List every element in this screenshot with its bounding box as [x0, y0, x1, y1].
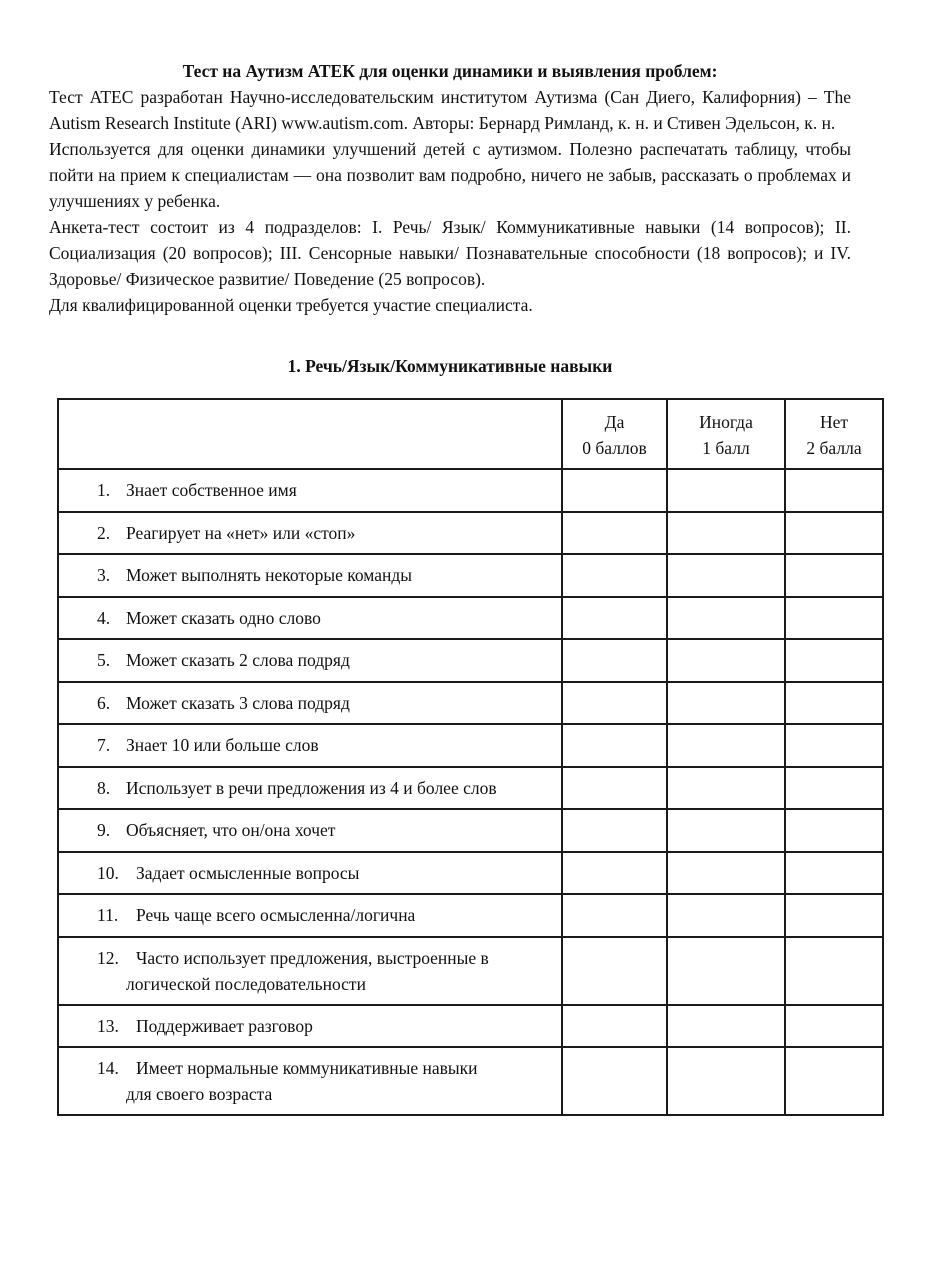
answer-cell-yes[interactable] [562, 894, 667, 937]
item-cell [58, 512, 562, 555]
answer-cell-yes[interactable] [562, 597, 667, 640]
item-text: Часто использует предложения, выстроенные в [136, 947, 489, 968]
item-cell [58, 1005, 562, 1048]
item-number: 10. [97, 862, 119, 883]
table-row [58, 894, 883, 937]
item-number: 1. [97, 480, 111, 501]
table-row [58, 554, 883, 597]
item-text-continuation: логической последовательности [126, 973, 366, 994]
item-cell [58, 639, 562, 682]
item-number: 9. [97, 820, 111, 841]
item-text: Поддерживает разговор [136, 1015, 313, 1036]
item-cell [58, 809, 562, 852]
item-number: 13. [97, 1015, 119, 1036]
item-cell [58, 554, 562, 597]
item-text: Знает собственное имя [126, 480, 297, 501]
answer-cell-sometimes[interactable] [667, 1005, 785, 1048]
intro-paragraph-note: Для квалифицированной оценки требуется участие специалиста. [49, 295, 533, 315]
table-row [58, 682, 883, 725]
item-text: Может сказать 3 слова подряд [126, 692, 350, 713]
table-row [58, 469, 883, 512]
intro-paragraph-purpose: Используется для оценки динамики улучшений детей с аутизмом. Полезно распечатать таблицу, чтобы пойти на прием к специалистам — она позволит вам подробно, ничего не забыв, рассказать о проблемах и улучшениях у ребенка. [49, 139, 851, 211]
item-text: Может сказать 2 слова подряд [126, 650, 350, 671]
answer-cell-sometimes[interactable] [667, 767, 785, 810]
item-number: 12. [97, 947, 119, 968]
answer-cell-sometimes[interactable] [667, 639, 785, 682]
item-text: Знает 10 или больше слов [126, 735, 319, 756]
answer-cell-sometimes[interactable] [667, 512, 785, 555]
table-row [58, 639, 883, 682]
item-text: Речь чаще всего осмысленна/логична [136, 905, 416, 926]
table-row [58, 1005, 883, 1048]
item-cell [58, 682, 562, 725]
answer-cell-yes[interactable] [562, 937, 667, 1005]
answer-cell-yes[interactable] [562, 682, 667, 725]
item-cell [58, 1047, 562, 1115]
table-row [58, 809, 883, 852]
header-yes-column [562, 399, 667, 469]
item-text: Использует в речи предложения из 4 и более слов [126, 777, 497, 798]
answer-cell-no[interactable] [785, 894, 883, 937]
answer-cell-no[interactable] [785, 682, 883, 725]
header-item-column [58, 399, 562, 469]
item-number: 5. [97, 650, 111, 671]
item-cell [58, 469, 562, 512]
table-row [58, 512, 883, 555]
answer-cell-no[interactable] [785, 597, 883, 640]
intro-paragraph-authors: Тест ATEC разработан Научно-исследовательским институтом Аутизма (Сан Диего, Калифорния) – The Autism Research Institute (ARI) www.autism.com. Авторы: Бернард Римланд, к. н. и Стивен Эдельсон, к. н. [49, 87, 851, 133]
answer-cell-no[interactable] [785, 639, 883, 682]
intro-paragraph-structure: Анкета-тест состоит из 4 подразделов: I. Речь/ Язык/ Коммуникативные навыки (14 вопросов); II. Социализация (20 вопросов); III. Сенсорные навыки/ Познавательные способности (18 вопросов); и IV. Здоровье/ Физическое развитие/ Поведение (25 вопросов). [49, 217, 851, 289]
answer-cell-sometimes[interactable] [667, 809, 785, 852]
answer-cell-no[interactable] [785, 937, 883, 1005]
item-cell [58, 724, 562, 767]
table-header-row [58, 399, 883, 469]
answer-cell-yes[interactable] [562, 512, 667, 555]
header-no-points: 2 балла [806, 438, 862, 458]
header-no-column [785, 399, 883, 469]
answer-cell-no[interactable] [785, 469, 883, 512]
answer-cell-yes[interactable] [562, 1005, 667, 1048]
header-sometimes-label: Иногда [699, 412, 753, 432]
item-number: 14. [97, 1058, 119, 1078]
header-no-label: Нет [819, 412, 849, 432]
answer-cell-yes[interactable] [562, 469, 667, 512]
item-text: Может сказать одно слово [126, 607, 321, 628]
answer-cell-no[interactable] [785, 724, 883, 767]
answer-cell-yes[interactable] [562, 1047, 667, 1115]
item-cell [58, 767, 562, 810]
answer-cell-no[interactable] [785, 1005, 883, 1048]
header-yes-points: 0 баллов [582, 438, 647, 458]
answer-cell-sometimes[interactable] [667, 724, 785, 767]
intro-text [49, 84, 851, 318]
item-cell [58, 852, 562, 895]
header-sometimes-column [667, 399, 785, 469]
item-number: 3. [97, 565, 111, 586]
item-number: 7. [97, 735, 111, 756]
answer-cell-sometimes[interactable] [667, 597, 785, 640]
table-row [58, 724, 883, 767]
answer-cell-sometimes[interactable] [667, 682, 785, 725]
answer-cell-no[interactable] [785, 767, 883, 810]
item-text: Объясняет, что он/она хочет [126, 820, 336, 841]
header-yes-label: Да [604, 412, 625, 432]
item-text: Задает осмысленные вопросы [136, 862, 360, 883]
answer-cell-sometimes[interactable] [667, 894, 785, 937]
document-title: Тест на Аутизм АТЕК для оценки динамики и выявления проблем: [182, 61, 718, 81]
answer-cell-sometimes[interactable] [667, 852, 785, 895]
table-row [58, 1047, 883, 1115]
table-row [58, 767, 883, 810]
answer-cell-no[interactable] [785, 1047, 883, 1115]
item-text: Имеет нормальные коммуникативные навыки [136, 1058, 478, 1078]
item-text: Реагирует на «нет» или «стоп» [126, 522, 356, 543]
answer-cell-yes[interactable] [562, 724, 667, 767]
answer-cell-yes[interactable] [562, 639, 667, 682]
answer-cell-sometimes[interactable] [667, 469, 785, 512]
section-title: 1. Речь/Язык/Коммуникативные навыки [287, 356, 613, 376]
answer-cell-yes[interactable] [562, 767, 667, 810]
answer-cell-sometimes[interactable] [667, 937, 785, 1005]
item-number: 4. [97, 607, 111, 628]
questionnaire-table [57, 398, 884, 1116]
answer-cell-no[interactable] [785, 809, 883, 852]
item-text: Может выполнять некоторые команды [126, 565, 413, 586]
item-text-continuation: для своего возраста [126, 1084, 273, 1104]
item-number: 8. [97, 777, 111, 798]
answer-cell-no[interactable] [785, 852, 883, 895]
item-cell [58, 597, 562, 640]
answer-cell-no[interactable] [785, 554, 883, 597]
answer-cell-no[interactable] [785, 512, 883, 555]
header-sometimes-points: 1 балл [702, 438, 750, 458]
item-number: 6. [97, 692, 111, 713]
item-cell [58, 894, 562, 937]
answer-cell-sometimes[interactable] [667, 1047, 785, 1115]
answer-cell-yes[interactable] [562, 852, 667, 895]
answer-cell-yes[interactable] [562, 809, 667, 852]
table-row [58, 937, 883, 1005]
answer-cell-yes[interactable] [562, 554, 667, 597]
item-cell [58, 937, 562, 1005]
item-number: 11. [97, 905, 119, 926]
table-row [58, 597, 883, 640]
item-number: 2. [97, 522, 111, 543]
table-row [58, 852, 883, 895]
answer-cell-sometimes[interactable] [667, 554, 785, 597]
